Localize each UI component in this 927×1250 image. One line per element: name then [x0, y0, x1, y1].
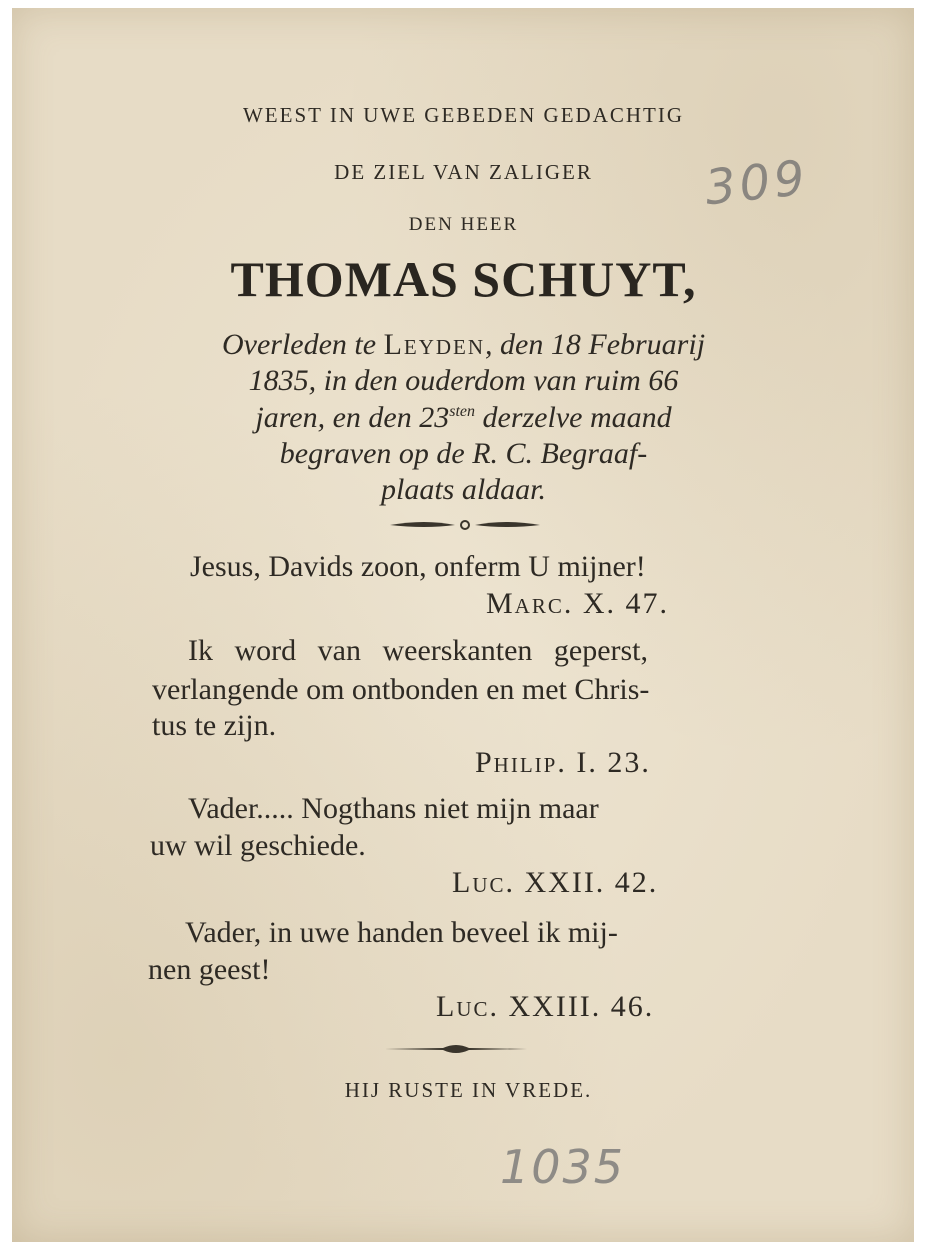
verse-2-line-3: tus te zijn. — [152, 709, 277, 742]
verse-4-line-1: Vader, in uwe handen beveel ik mij- — [185, 916, 618, 949]
verse-3-line-2: uw wil geschiede. — [150, 829, 366, 862]
ornament-rule-icon — [383, 1040, 529, 1058]
obituary-line-3: jaren, en den $23^{sten}$ derzelve maand — [255, 401, 672, 434]
verse-3-ref: Luc. XXII. 42. — [452, 866, 659, 899]
obituary-line-2: 1835, in den ouderdom van ruim 66 — [248, 364, 679, 397]
verse-4-ref: Luc. XXIII. 46. — [436, 990, 655, 1023]
obituary-line-5: plaats aldaar. — [380, 473, 547, 506]
handwritten-number-top: 309 — [702, 149, 812, 217]
obituary-line-4: begraven op de R. C. Begraaf- — [279, 437, 648, 470]
obituary-line-1: Overleden te Leyden, den 18 Februarij — [221, 328, 706, 361]
header-line-2: DE ZIEL VAN ZALIGER — [334, 160, 593, 184]
verse-3-line-1: Vader..... Nogthans niet mijn maar — [188, 792, 599, 825]
verse-2-line-2: verlangende om ontbonden en met Chris- — [152, 673, 650, 706]
verse-1-ref: Marc. X. 47. — [486, 587, 670, 620]
verse-4-line-2: nen geest! — [148, 953, 271, 986]
header-line-3: DEN HEER — [408, 214, 519, 235]
verse-2-ref: Philip. I. 23. — [475, 746, 651, 779]
verse-1-line-1: Jesus, Davids zoon, onferm U mijner! — [190, 550, 646, 583]
ornament-divider-icon — [385, 515, 545, 535]
handwritten-number-bottom: 1035 — [500, 1140, 626, 1194]
deceased-name: THOMAS SCHUYT, — [230, 251, 697, 307]
footer-text: HIJ RUSTE IN VREDE. — [344, 1078, 593, 1102]
header-line-1: WEEST IN UWE GEBEDEN GEDACHTIG — [242, 103, 685, 127]
verse-2-line-1: Ik word van weerskanten geperst, — [188, 634, 649, 667]
